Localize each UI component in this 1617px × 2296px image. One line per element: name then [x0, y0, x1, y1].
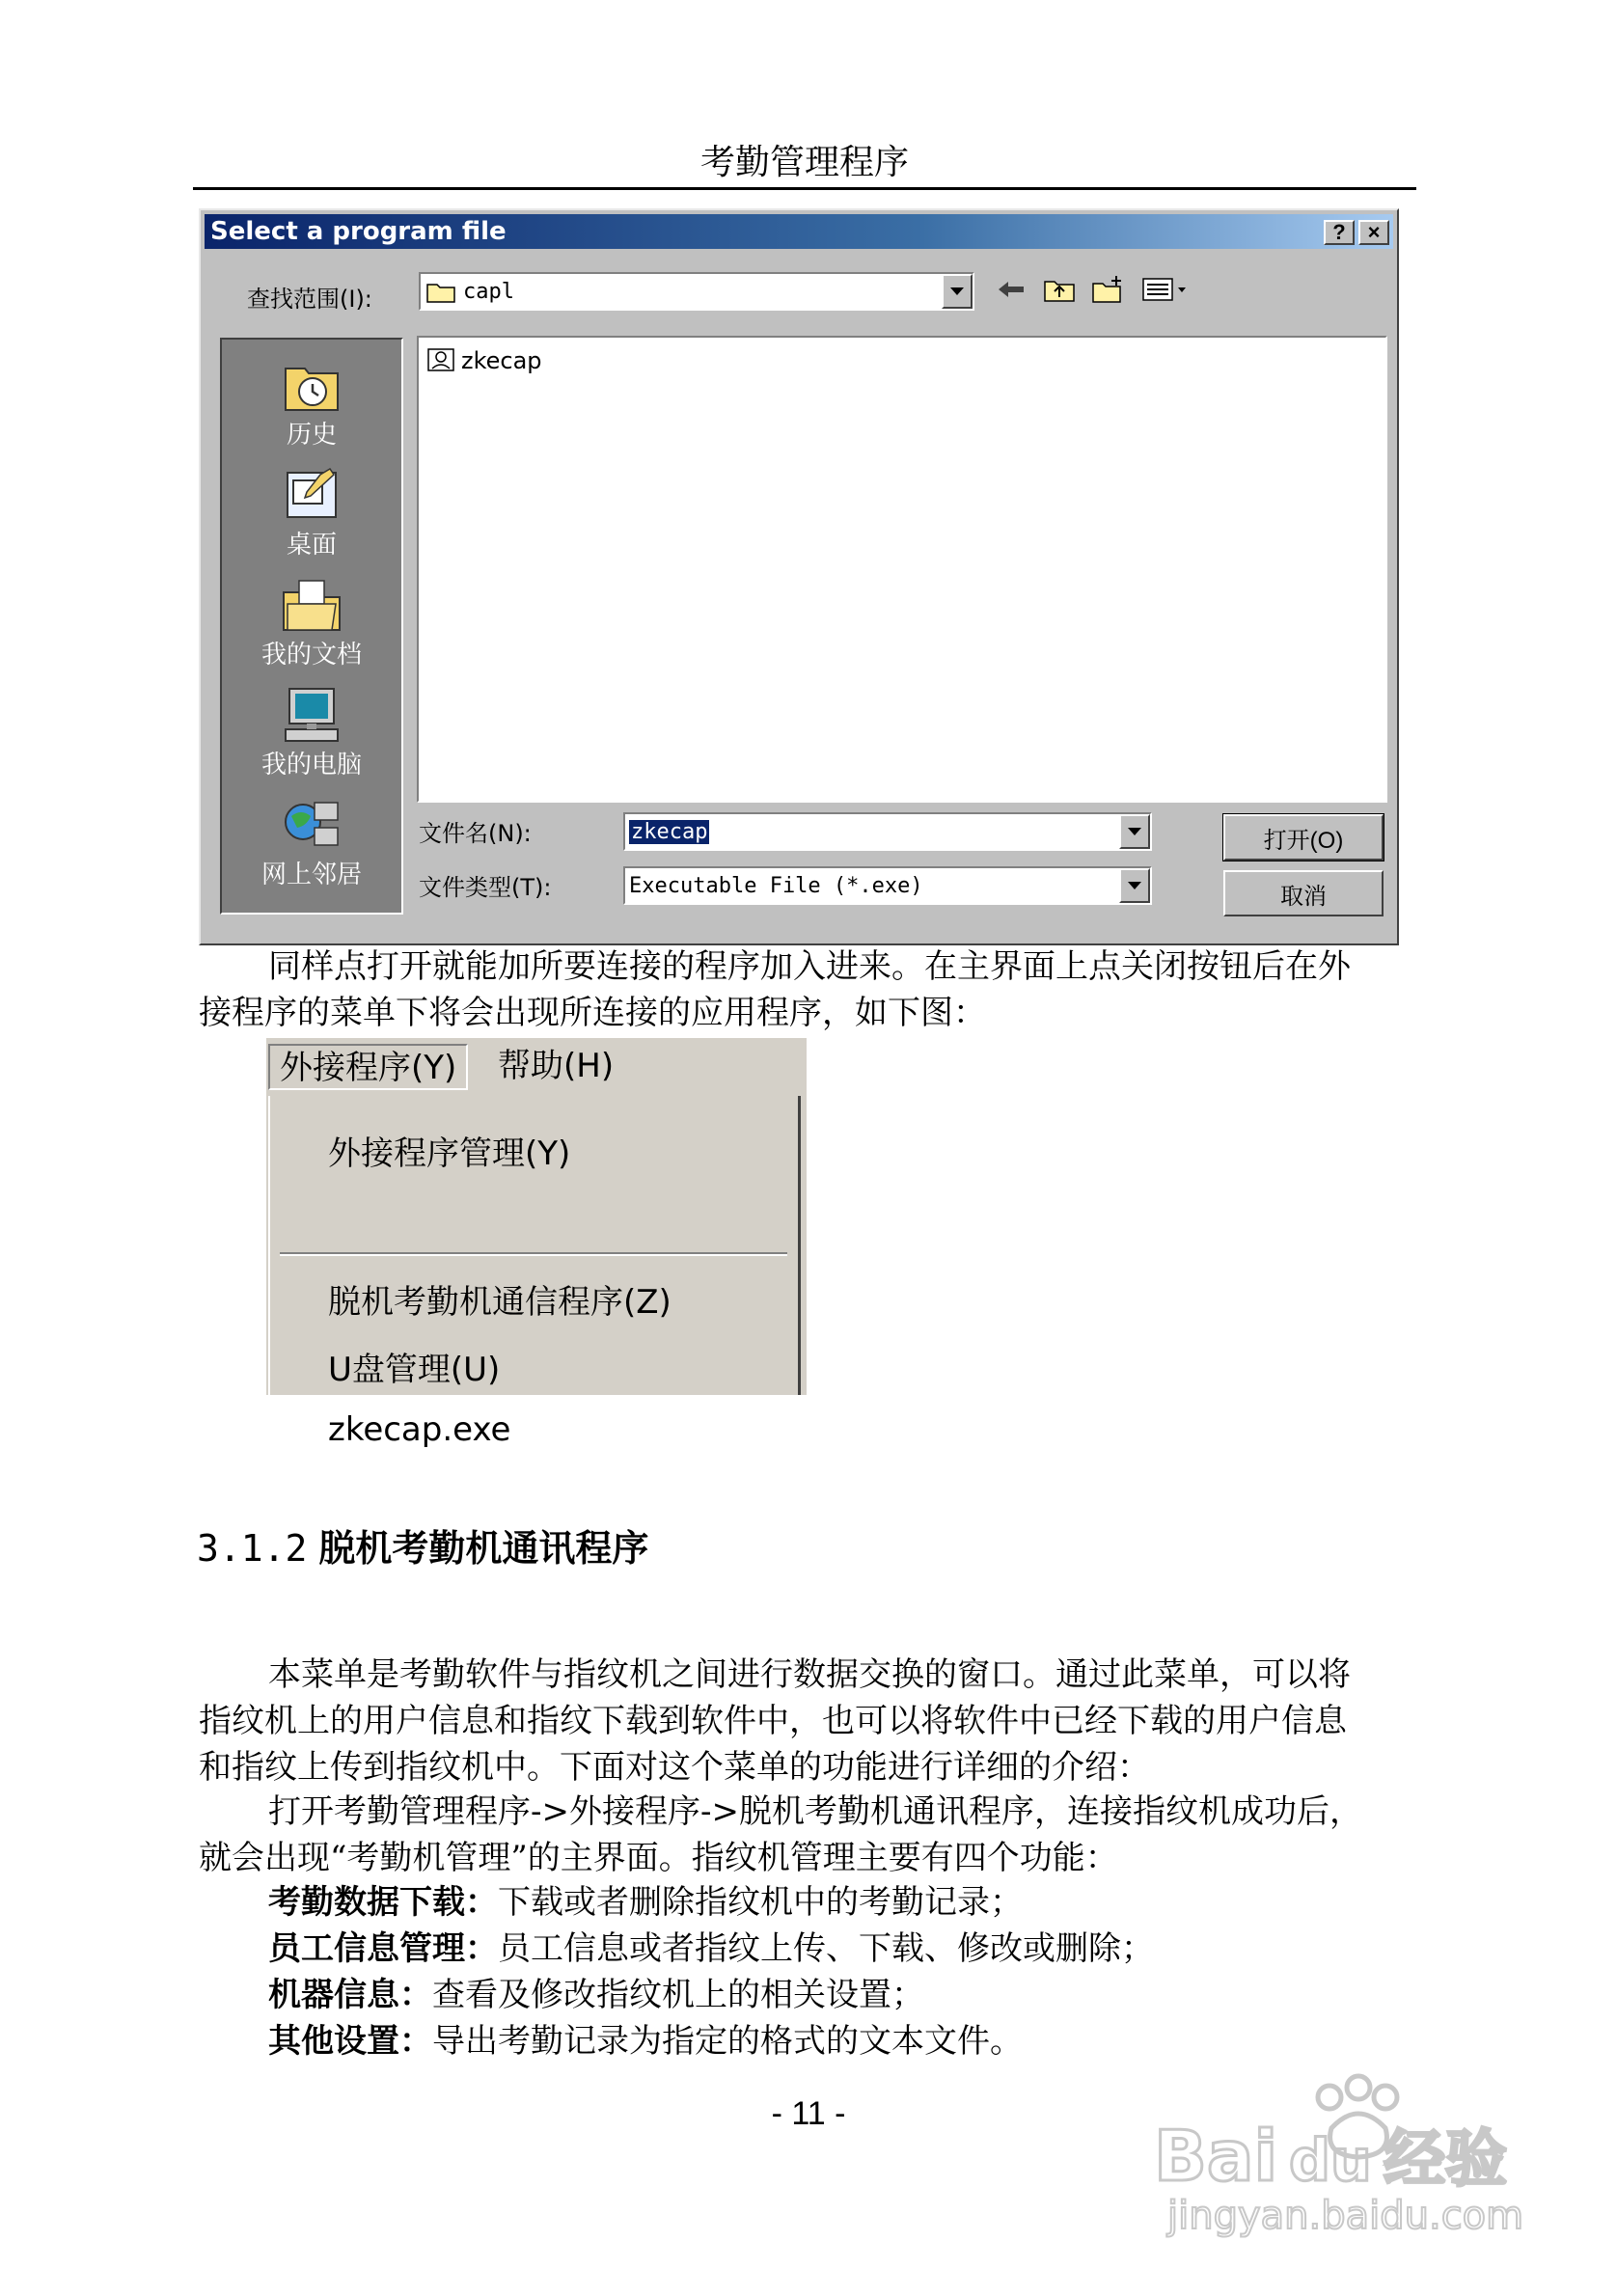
paragraph-line: 同样点打开就能加所要连接的程序加入进来。在主界面上点关闭按钮后在外: [268, 947, 1351, 986]
look-in-value: capl: [463, 280, 514, 304]
place-network[interactable]: [222, 795, 401, 890]
dropdown-menu: [268, 1096, 801, 1449]
file-item[interactable]: [423, 342, 673, 376]
list-view-icon: [1141, 277, 1190, 302]
place-label: 网上邻居: [260, 861, 362, 889]
svg-text:经验: 经验: [1384, 2124, 1507, 2196]
cancel-button[interactable]: 取消: [1223, 870, 1384, 916]
place-label: 我的文档: [260, 641, 362, 670]
menu-bar: [266, 1038, 807, 1094]
desktop-icon: [278, 465, 345, 525]
menu-item-external-program-manager[interactable]: 外接程序管理(Y): [328, 1134, 571, 1173]
program-icon: [426, 345, 455, 372]
feature-desc: 员工信息或者指纹上传、下载、修改或删除；: [498, 1929, 1154, 1968]
feature-term: 机器信息：: [268, 1976, 432, 2014]
page-number: - 11 -: [771, 2095, 846, 2132]
history-icon: [278, 355, 345, 415]
feature-desc: 下载或者删除指纹机中的考勤记录；: [498, 1883, 1023, 1922]
section-heading: [197, 1518, 648, 1572]
feature-desc: 查看及修改指纹机上的相关设置；: [432, 1976, 924, 2014]
feature-term: 员工信息管理：: [268, 1929, 498, 1968]
back-button[interactable]: [992, 270, 1030, 309]
back-arrow-icon: [997, 280, 1026, 299]
file-type-select[interactable]: [623, 866, 1152, 905]
paragraph-3: [199, 1789, 1416, 1881]
svg-text:Bai: Bai: [1154, 2116, 1278, 2197]
menu-separator: [280, 1252, 787, 1256]
file-name-value: zkecap: [631, 820, 708, 844]
view-menu-button[interactable]: [1137, 270, 1194, 309]
chevron-down-icon: [950, 287, 964, 295]
folder-icon: [426, 280, 455, 303]
feature-item: [268, 1879, 1416, 1926]
paragraph-line: 接程序的菜单下将会出现所连接的应用程序，如下图：: [199, 994, 986, 1032]
place-history[interactable]: [222, 355, 401, 451]
my-computer-icon: [278, 685, 345, 745]
svg-text:du: du: [1289, 2127, 1372, 2195]
file-name-dropdown-button[interactable]: [1119, 814, 1150, 849]
new-folder-icon: [1091, 275, 1124, 304]
place-my-documents[interactable]: [222, 575, 401, 670]
help-button[interactable]: ?: [1324, 220, 1355, 245]
baidu-paw-logo: [1148, 2064, 1553, 2238]
file-name: zkecap: [461, 347, 542, 374]
dialog-titlebar: [205, 214, 1393, 249]
file-type-value: Executable File (*.exe): [629, 874, 923, 898]
up-folder-icon: [1043, 276, 1076, 303]
look-in-label: 查找范围(I):: [247, 286, 372, 313]
close-button[interactable]: ×: [1358, 220, 1389, 245]
up-folder-button[interactable]: [1040, 270, 1079, 309]
dialog-title: Select a program file: [210, 217, 507, 246]
feature-item: [268, 1926, 1416, 1972]
file-name-label: 文件名(N):: [419, 820, 532, 847]
paragraph-line: 本菜单是考勤软件与指纹机之间进行数据交换的窗口。通过此菜单，可以将: [268, 1655, 1351, 1694]
svg-text:jingyan.baidu.com: jingyan.baidu.com: [1167, 2194, 1524, 2238]
open-button[interactable]: 打开(O): [1223, 814, 1384, 861]
look-in-combo[interactable]: [419, 272, 974, 311]
feature-term: 考勤数据下载：: [268, 1883, 498, 1922]
feature-desc: 导出考勤记录为指定的格式的文本文件。: [432, 2022, 1023, 2061]
new-folder-button[interactable]: [1088, 270, 1127, 309]
select-program-dialog: [199, 208, 1399, 945]
chevron-down-icon: [1128, 828, 1141, 835]
places-bar: [220, 338, 403, 915]
file-type-dropdown-button[interactable]: [1119, 868, 1150, 903]
section-title: 脱机考勤机通讯程序: [318, 1527, 649, 1570]
chevron-down-icon: [1128, 882, 1141, 889]
paragraph-line: 就会出现“考勤机管理”的主界面。指纹机管理主要有四个功能：: [199, 1839, 1118, 1877]
paragraph-1: [199, 943, 1416, 1036]
paragraph-2: [199, 1652, 1416, 1790]
my-documents-icon: [278, 575, 345, 635]
file-type-label: 文件类型(T):: [419, 874, 552, 901]
place-my-computer[interactable]: [222, 685, 401, 780]
feature-item: [268, 1972, 1416, 2018]
paragraph-line: 和指纹上传到指纹机中。下面对这个菜单的功能进行详细的介绍：: [199, 1748, 1150, 1787]
feature-list: [268, 1879, 1416, 2064]
place-label: 桌面: [286, 531, 337, 560]
feature-item: [268, 2018, 1416, 2064]
place-desktop[interactable]: [222, 465, 401, 560]
look-in-dropdown-button[interactable]: [942, 274, 973, 309]
menu-item-usb-disk[interactable]: U盘管理(U): [328, 1351, 501, 1389]
external-programs-menu: [266, 1038, 807, 1449]
paragraph-line: 打开考勤管理程序->外接程序->脱机考勤机通讯程序，连接指纹机成功后，: [268, 1792, 1362, 1831]
menu-external-programs[interactable]: 外接程序(Y): [268, 1044, 468, 1090]
file-list[interactable]: [417, 336, 1387, 803]
place-label: 我的电脑: [260, 751, 362, 779]
header-rule: [193, 187, 1416, 190]
page-header-title: 考勤管理程序: [699, 143, 909, 182]
feature-term: 其他设置：: [268, 2022, 432, 2061]
baidu-jingyan-watermark: [1148, 2064, 1553, 2238]
menu-item-zkecap[interactable]: zkecap.exe: [328, 1410, 511, 1449]
menu-item-offline-communication[interactable]: 脱机考勤机通信程序(Z): [328, 1283, 671, 1322]
network-icon: [278, 795, 345, 855]
paragraph-line: 指纹机上的用户信息和指纹下载到软件中，也可以将软件中已经下载的用户信息: [199, 1702, 1347, 1740]
place-label: 历史: [286, 421, 337, 450]
file-name-field[interactable]: [623, 812, 1152, 851]
menu-help[interactable]: 帮助(H): [498, 1047, 615, 1085]
section-number: 3.1.2: [197, 1527, 308, 1570]
